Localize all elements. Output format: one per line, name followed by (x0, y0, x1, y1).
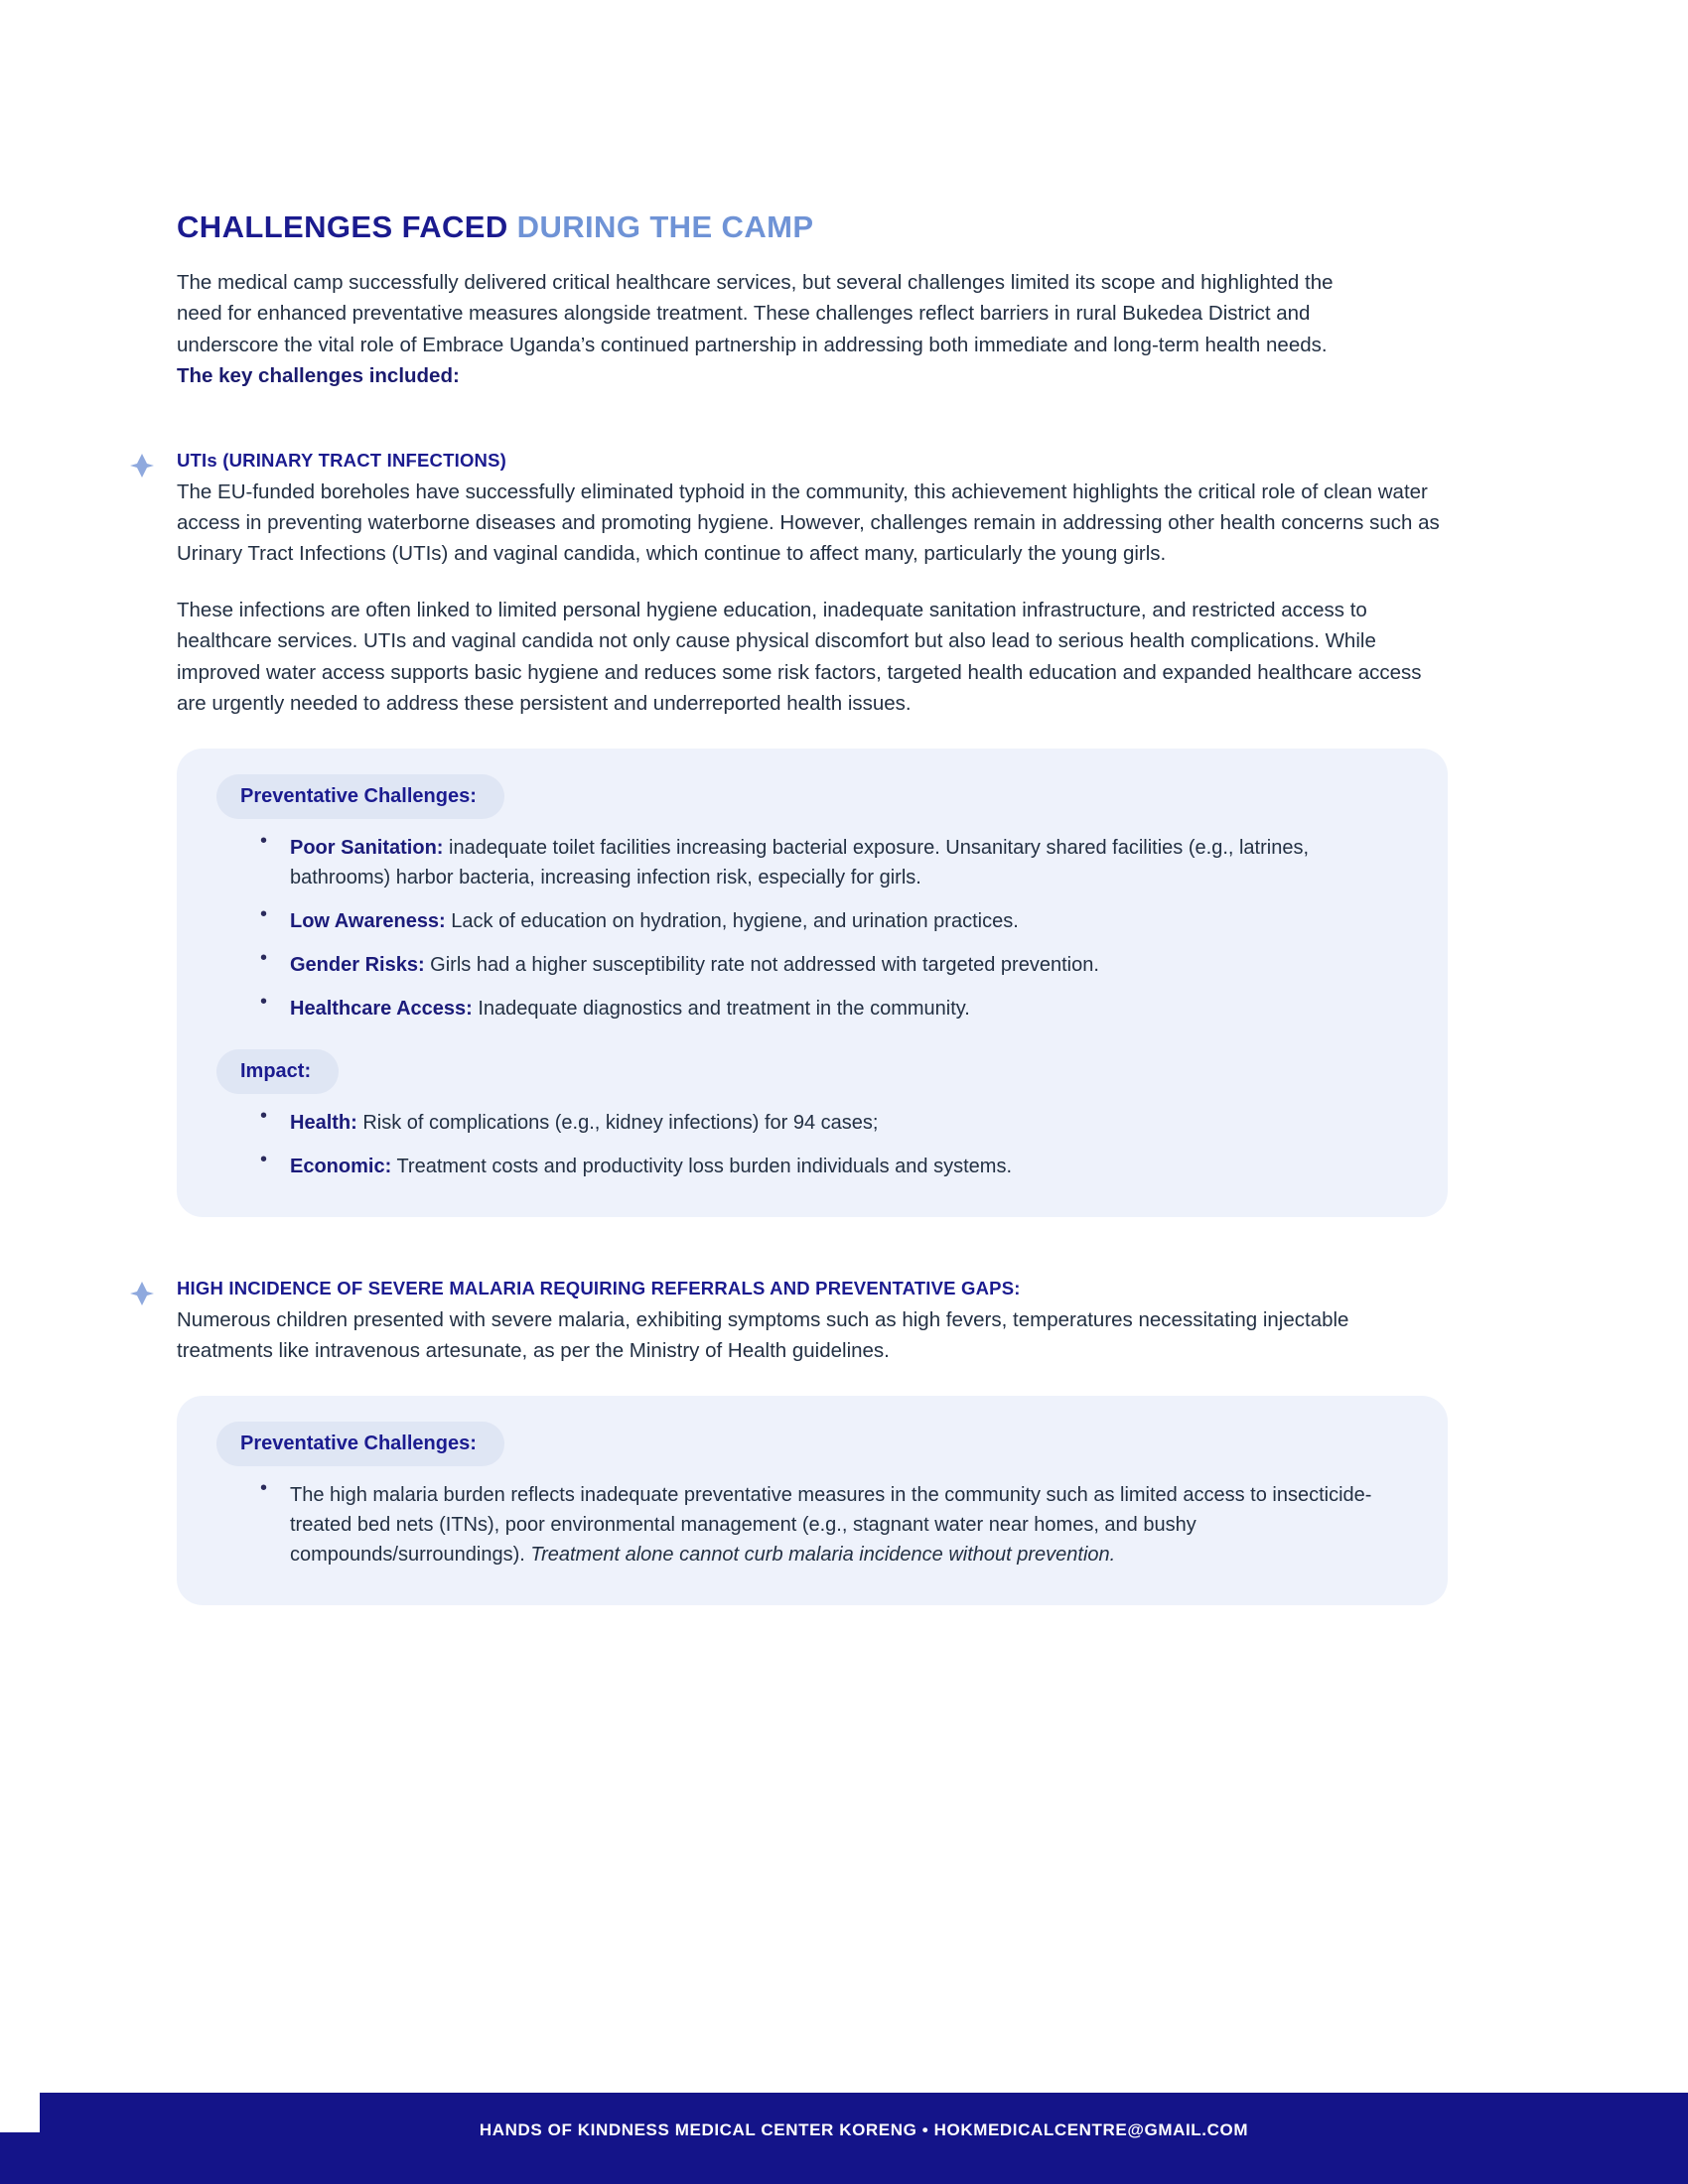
footer-left-strip (0, 2132, 40, 2184)
list-malaria-preventative-challenges (216, 1480, 1408, 1570)
list-item-label: Low Awareness: (290, 909, 446, 932)
panel-utis (177, 749, 1448, 1217)
list-item (260, 994, 1408, 1024)
panel-tag-impact: Impact: (216, 1049, 339, 1094)
section-utis (177, 449, 1468, 719)
list-item (260, 833, 1408, 892)
footer-contact-text: HANDS OF KINDNESS MEDICAL CENTER KORENG • HOKMEDICALCENTRE@GMAIL.COM (479, 2120, 1249, 2139)
list-item (260, 950, 1408, 980)
list-item-label: Healthcare Access: (290, 997, 473, 1020)
section-utis-paragraph-1: The EU-funded boreholes have successfully eliminated typhoid in the community, this achievement highlights the critical role of clean water access in preventing waterborne diseases and promoting hygiene. However, challenges remain in addressing other health concerns such as Urinary Tract Infections (UTIs) and vaginal candida, which continue to affect many, particularly the young girls. (177, 479, 1440, 566)
list-item-label: Poor Sanitation: (290, 836, 444, 859)
list-item-label: Health: (290, 1111, 357, 1134)
intro-paragraph (177, 267, 1343, 391)
page-title (177, 208, 1468, 245)
section-utis-paragraph-2: These infections are often linked to limited personal hygiene education, inadequate sanitation infrastructure, and restricted access to healthcare services. UTIs and vaginal candida not only cause physical discomfort but also lead to serious health complications. While improved water access supports basic hygiene and reduces some risk factors, targeted health education and expanded healthcare access are urgently needed to address these persistent and underreported health issues. (177, 599, 1422, 715)
diamond-bullet-icon (129, 453, 155, 478)
footer-bar (40, 2093, 1688, 2184)
list-item-text: inadequate toilet facilities increasing bacterial exposure. Unsanitary shared facilities (e.g., latrines, bathrooms) harbor bacteria, increasing infection risk, especially for girls. (290, 836, 1310, 888)
panel-malaria (177, 1396, 1448, 1605)
section-malaria-paragraph-1: Numerous children presented with severe malaria, exhibiting symptoms such as high fevers, temperatures necessitating injectable treatments like intravenous artesunate, as per the Ministry of Health guidelines. (177, 1308, 1349, 1363)
list-item (260, 1108, 1408, 1138)
list-item-text: Risk of complications (e.g., kidney infections) for 94 cases; (356, 1111, 879, 1134)
document-content (177, 208, 1468, 1665)
list-item-label: Economic: (290, 1155, 392, 1177)
diamond-bullet-icon (129, 1281, 155, 1306)
list-item-text: Inadequate diagnostics and treatment in the community. (472, 997, 970, 1020)
list-item (260, 1152, 1408, 1181)
section-heading-malaria: HIGH INCIDENCE OF SEVERE MALARIA REQUIRING REFERRALS AND PREVENTATIVE GAPS: (177, 1277, 1021, 1298)
panel-tag-preventative-challenges: Preventative Challenges: (216, 774, 504, 819)
section-malaria (177, 1277, 1468, 1366)
list-item-emphasis: Treatment alone cannot curb malaria incidence without prevention. (530, 1544, 1116, 1567)
list-item-text: The high malaria burden reflects inadequate preventative measures in the community such as limited access to insecticide-treated bed nets (ITNs), poor environmental management (e.g., stagnant water near homes, and bushy compounds/surroundings). (290, 1484, 1372, 1567)
list-item (260, 906, 1408, 936)
list-item (260, 1480, 1408, 1570)
section-heading-utis: UTIs (URINARY TRACT INFECTIONS) (177, 449, 507, 471)
list-item-text: Lack of education on hydration, hygiene, and urination practices. (445, 909, 1019, 932)
page-title-primary: CHALLENGES FACED (177, 209, 517, 244)
list-utis-preventative-challenges (216, 833, 1408, 1024)
page-title-secondary: DURING THE CAMP (516, 209, 814, 244)
panel-tag-preventative-challenges-malaria: Preventative Challenges: (216, 1422, 504, 1466)
intro-bold-text: The key challenges included: (177, 363, 460, 387)
list-utis-impact (216, 1108, 1408, 1181)
list-item-text: Girls had a higher susceptibility rate not addressed with targeted prevention. (424, 953, 1099, 976)
list-item-text: Treatment costs and productivity loss burden individuals and systems. (391, 1155, 1012, 1177)
intro-text: The medical camp successfully delivered critical healthcare services, but several challenges limited its scope and highlighted the need for enhanced preventative measures alongside treatment. These challenges reflect barriers in rural Bukedea District and underscore the vital role of Embrace Uganda’s continued partnership in addressing both immediate and long-term health needs. (177, 271, 1334, 356)
list-item-label: Gender Risks: (290, 953, 425, 976)
